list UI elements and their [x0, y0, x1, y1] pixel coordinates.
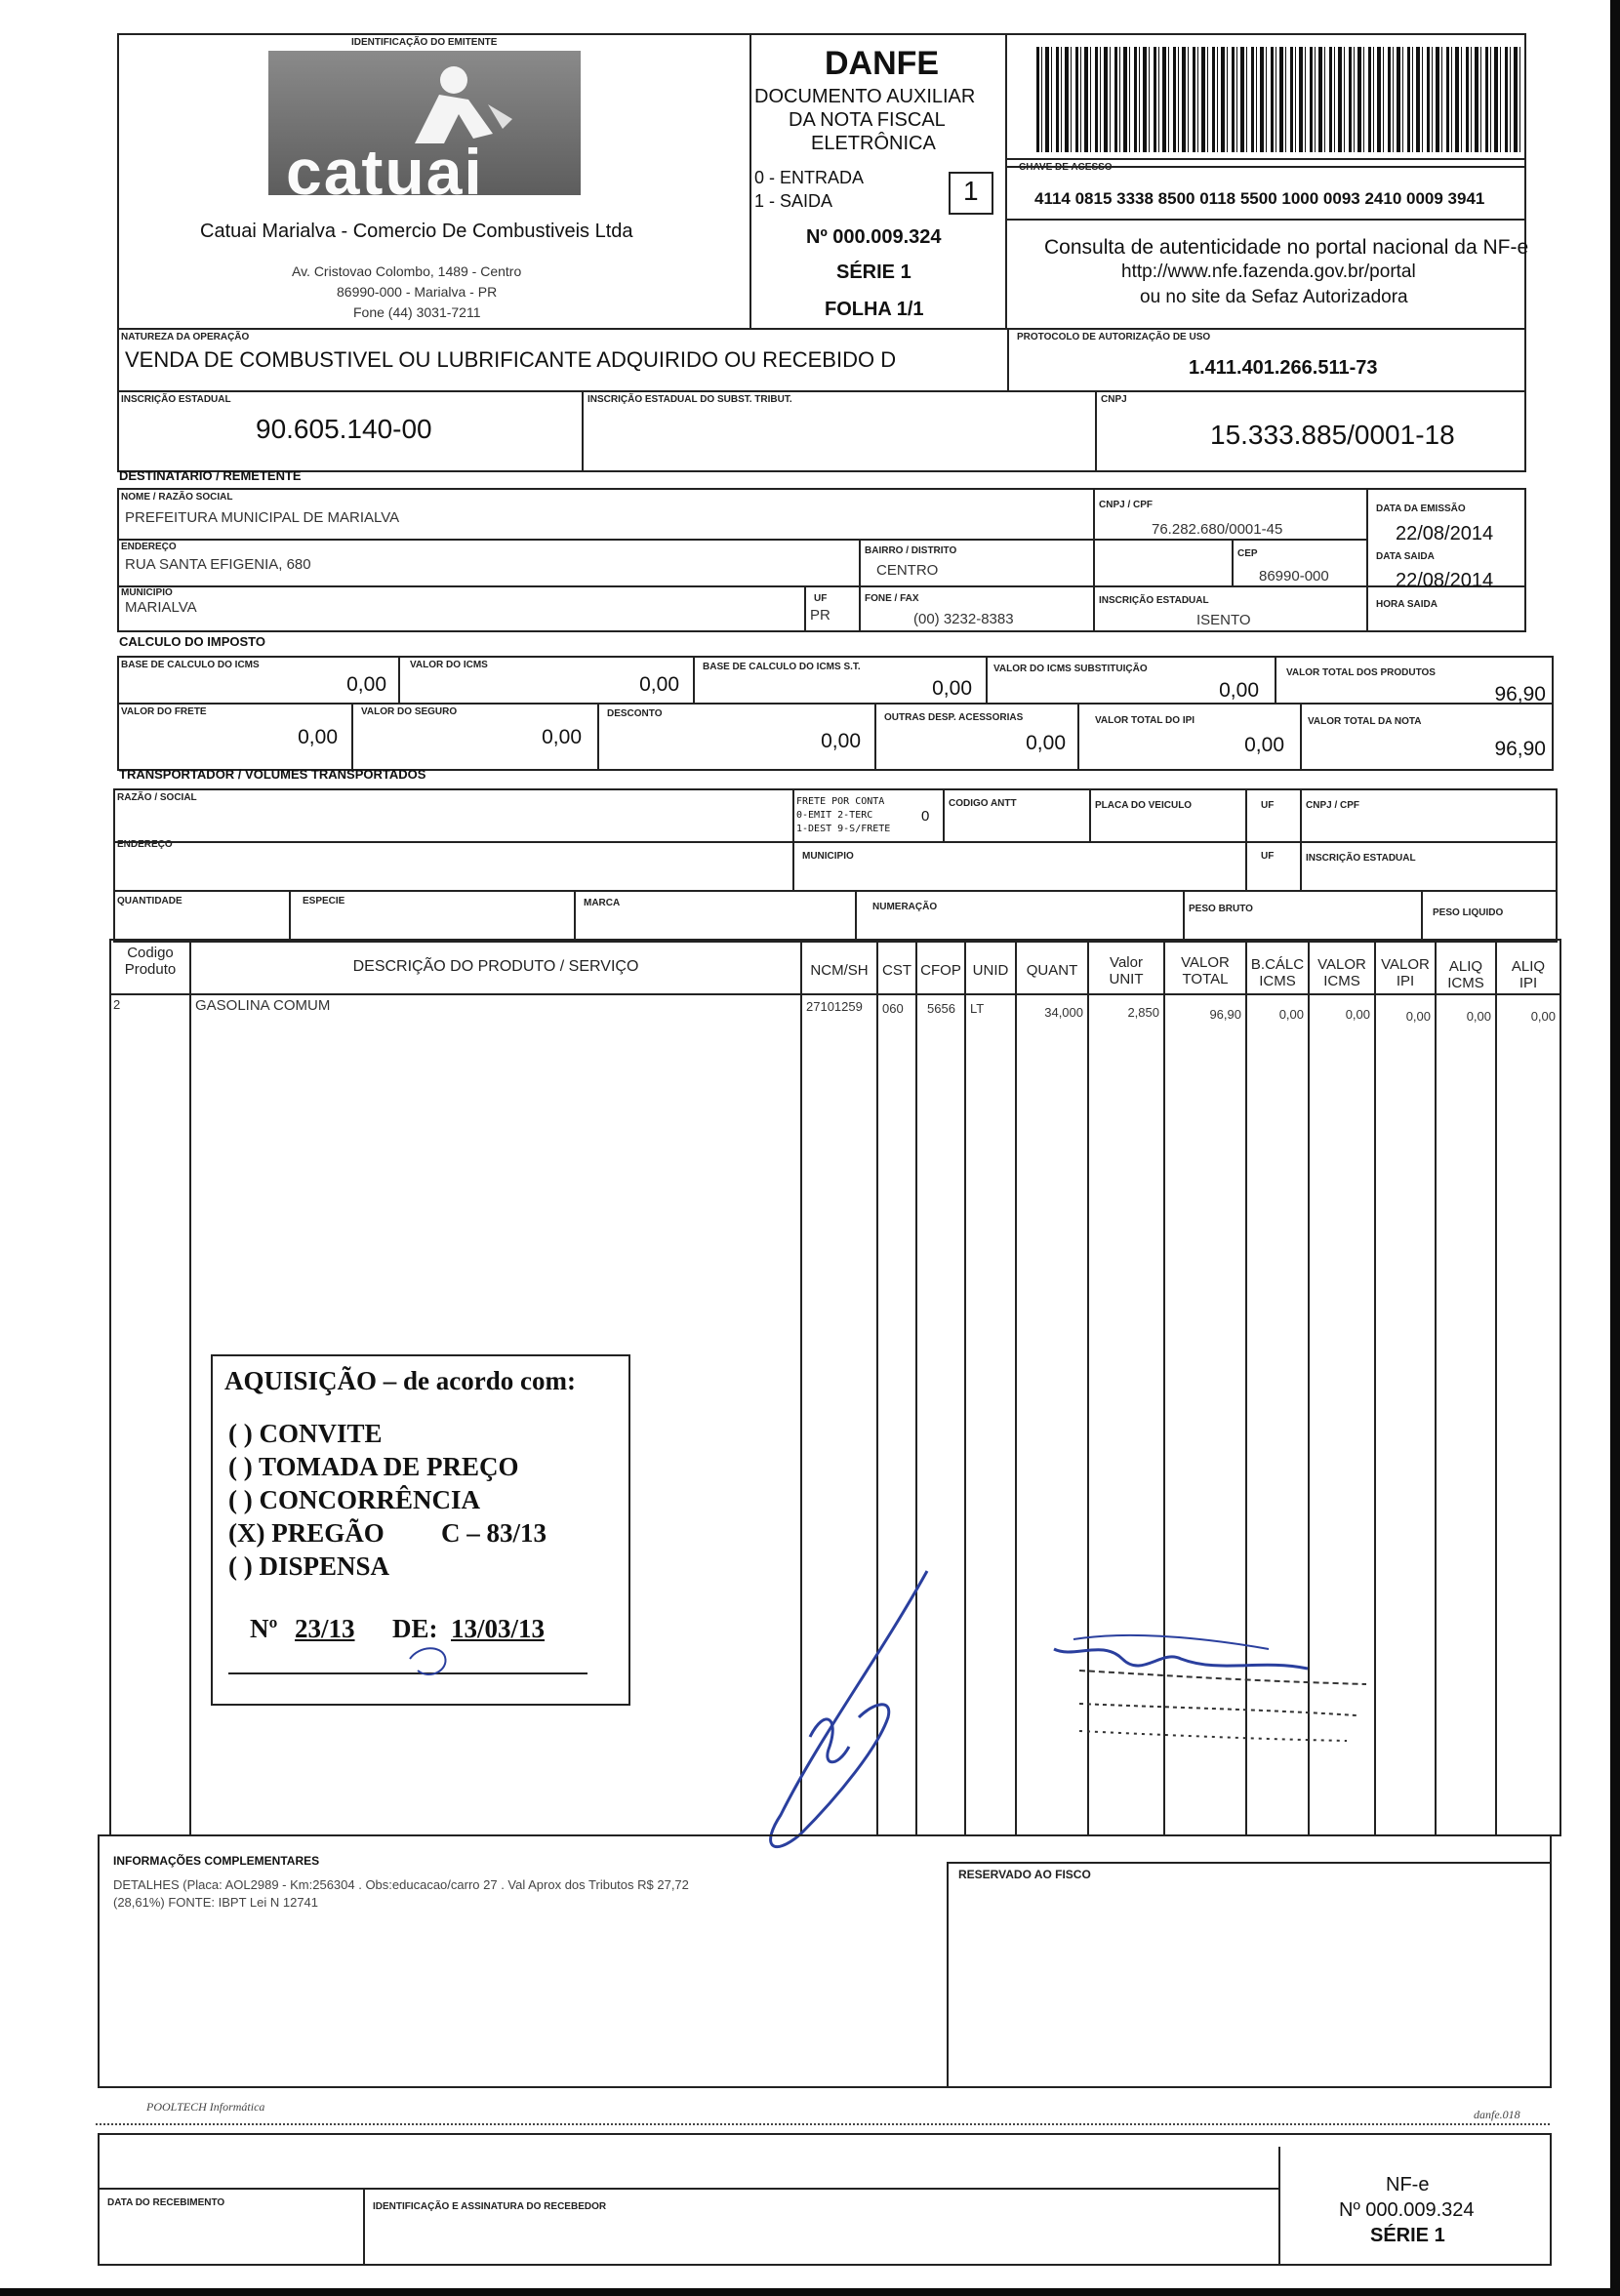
transport-ie-label: INSCRIÇÃO ESTADUAL: [1306, 853, 1416, 864]
access-key-label: CHAVE DE ACESSO: [1019, 162, 1113, 173]
nature-label: NATUREZA DA OPERAÇÃO: [121, 332, 250, 342]
tax-total-products-label: VALOR TOTAL DOS PRODUTOS: [1286, 667, 1436, 678]
transport-especie-label: ESPECIE: [303, 896, 345, 906]
tax-section: CALCULO DO IMPOSTO: [119, 634, 265, 649]
col-ncm-header: NCM/SH: [810, 962, 869, 979]
col-aicms-header: ALIQ ICMS: [1447, 958, 1484, 991]
col-vipi-header: VALOR IPI: [1381, 956, 1430, 989]
recipient-cep: 86990-000: [1259, 568, 1329, 584]
transport-cnpj-label: CNPJ / CPF: [1306, 800, 1360, 811]
emitter-phone: Fone (44) 3031-7211: [353, 304, 481, 320]
tax-base-icms-st: 0,00: [932, 677, 972, 700]
emitter-address-2: 86990-000 - Marialva - PR: [337, 284, 498, 300]
logo-text: catuai: [286, 136, 484, 208]
stamp-item-pregao: (X) PREGÃO: [228, 1518, 385, 1548]
recipient-district-label: BAIRRO / DISTRITO: [865, 545, 957, 556]
row-vicms: 0,00: [1345, 1007, 1370, 1022]
row-vunit: 2,850: [1127, 1005, 1159, 1020]
transport-numeracao-label: NUMERAÇÃO: [872, 902, 938, 912]
recipient-phone-label: FONE / FAX: [865, 593, 919, 604]
danfe-title: DANFE: [825, 45, 940, 82]
emitter-name: Catuai Marialva - Comercio De Combustiveis Ltda: [200, 221, 633, 242]
transport-uf2-label: UF: [1261, 851, 1275, 862]
tax-base-icms: 0,00: [346, 673, 386, 696]
tax-outras: 0,00: [1026, 732, 1066, 754]
row-aipi: 0,00: [1530, 1009, 1556, 1024]
form-code: danfe.018: [1474, 2108, 1520, 2121]
col-aipi-header: ALIQ IPI: [1511, 958, 1546, 991]
receipt-serie: SÉRIE 1: [1370, 2225, 1445, 2246]
danfe-serie: SÉRIE 1: [836, 262, 911, 283]
transport-peso-bruto-label: PESO BRUTO: [1189, 904, 1253, 914]
danfe-entrada: 0 - ENTRADA: [754, 168, 865, 187]
row-cfop: 5656: [927, 1001, 955, 1016]
recipient-city: MARIALVA: [125, 599, 197, 616]
col-quant-header: QUANT: [1026, 962, 1078, 979]
recipient-name: PREFEITURA MUNICIPAL DE MARIALVA: [125, 509, 400, 526]
recipient-uf-label: UF: [814, 593, 828, 604]
receipt-box: [98, 2133, 1552, 2266]
cut-line: [96, 2123, 1550, 2125]
tax-seguro: 0,00: [542, 726, 582, 748]
recipient-cnpj-label: CNPJ / CPF: [1099, 500, 1154, 510]
recipient-name-label: NOME / RAZÃO SOCIAL: [121, 492, 233, 503]
consult-line-2: http://www.nfe.fazenda.gov.br/portal: [1121, 262, 1416, 282]
tax-icms-subst-label: VALOR DO ICMS SUBSTITUIÇÃO: [993, 664, 1148, 674]
row-ncm: 27101259: [806, 999, 863, 1014]
receipt-id-label: IDENTIFICAÇÃO E ASSINATURA DO RECEBEDOR: [373, 2201, 607, 2212]
col-cst-header: CST: [882, 962, 911, 979]
recipient-cep-label: CEP: [1237, 548, 1258, 559]
protocol-label: PROTOCOLO DE AUTORIZAÇÃO DE USO: [1017, 332, 1211, 342]
emitter-section-label: IDENTIFICAÇÃO DO EMITENTE: [351, 37, 498, 48]
software-credit: POOLTECH Informática: [146, 2100, 265, 2114]
recipient-cnpj: 76.282.680/0001-45: [1152, 521, 1283, 538]
transport-frete-value: 0: [921, 808, 930, 825]
cnpj-value: 15.333.885/0001-18: [1210, 420, 1455, 450]
recipient-ie-label: INSCRIÇÃO ESTADUAL: [1099, 595, 1209, 606]
recipient-ie: ISENTO: [1196, 612, 1251, 628]
recipient-emission-label: DATA DA EMISSÃO: [1376, 504, 1466, 514]
protocol-value: 1.411.401.266.511-73: [1189, 357, 1378, 379]
consult-line-1: Consulta de autenticidade no portal nacional da NF-e: [1044, 236, 1529, 259]
row-unid: LT: [970, 1001, 985, 1016]
stamp-title: AQUISIÇÃO – de acordo com:: [224, 1366, 576, 1395]
tax-base-icms-st-label: BASE DE CALCULO DO ICMS S.T.: [703, 662, 861, 672]
stamp-item-tomada: ( ) TOMADA DE PREÇO: [228, 1452, 519, 1481]
row-cst: 060: [882, 1001, 904, 1016]
page-edge: [1610, 0, 1620, 2296]
recipient-address: RUA SANTA EFIGENIA, 680: [125, 556, 311, 573]
recipient-district: CENTRO: [876, 562, 939, 579]
ie-label: INSCRIÇÃO ESTADUAL: [121, 394, 231, 405]
recipient-exit-label: DATA SAIDA: [1376, 551, 1435, 562]
transport-marca-label: MARCA: [584, 898, 621, 908]
row-vtotal: 96,90: [1209, 1007, 1241, 1022]
tax-base-icms-label: BASE DE CALCULO DO ICMS: [121, 660, 260, 670]
tax-total-nota: 96,90: [1494, 738, 1546, 760]
recipient-emission: 22/08/2014: [1396, 523, 1494, 544]
stamp-item-dispensa: ( ) DISPENSA: [228, 1551, 390, 1581]
tax-icms-subst: 0,00: [1219, 679, 1259, 702]
nature-value: VENDA DE COMBUSTIVEL OU LUBRIFICANTE ADQUIRIDO OU RECEBIDO D: [125, 347, 897, 372]
row-aicms: 0,00: [1466, 1009, 1491, 1024]
stamp-item-concorrencia: ( ) CONCORRÊNCIA: [228, 1485, 480, 1514]
tax-frete: 0,00: [298, 726, 338, 748]
additional-box: [98, 1834, 1552, 2088]
consult-line-3: ou no site da Sefaz Autorizadora: [1140, 287, 1408, 307]
emitter-logo: [268, 51, 581, 208]
danfe-folha: FOLHA 1/1: [825, 299, 924, 320]
transport-city-label: MUNICIPIO: [802, 851, 854, 862]
col-unid-header: UNID: [972, 962, 1009, 979]
ie-st-label: INSCRIÇÃO ESTADUAL DO SUBST. TRIBUT.: [587, 394, 792, 405]
recipient-section: DESTINATARIO / REMETENTE: [119, 468, 302, 483]
transport-uf-label: UF: [1261, 800, 1275, 811]
col-cfop-header: CFOP: [920, 962, 961, 979]
tax-ipi-label: VALOR TOTAL DO IPI: [1095, 715, 1195, 726]
recipient-city-label: MUNICIPIO: [121, 587, 173, 598]
tax-outras-label: OUTRAS DESP. ACESSORIAS: [884, 712, 1024, 723]
col-bcicms-header: B.CÁLC ICMS: [1250, 956, 1305, 989]
receipt-nfe: NF-e: [1386, 2174, 1430, 2195]
col-vunit-header: Valor UNIT: [1109, 954, 1144, 987]
row-bcicms: 0,00: [1278, 1007, 1304, 1022]
stamp-number-prefix: Nº: [250, 1614, 278, 1643]
additional-line-2: (28,61%) FONTE: IBPT Lei N 12741: [113, 1895, 319, 1910]
transport-frete-3: 1-DEST 9-S/FRETE: [796, 824, 891, 834]
cnpj-label: CNPJ: [1101, 394, 1127, 405]
danfe-type-value: 1: [963, 176, 979, 206]
tax-desconto: 0,00: [821, 730, 861, 752]
tax-total-nota-label: VALOR TOTAL DA NOTA: [1308, 716, 1422, 727]
transport-section: TRANSPORTADOR / VOLUMES TRANSPORTADOS: [119, 767, 426, 782]
transport-peso-liquido-label: PESO LIQUIDO: [1433, 907, 1504, 918]
danfe-subtitle-1: DOCUMENTO AUXILIAR: [754, 86, 976, 107]
tax-frete-label: VALOR DO FRETE: [121, 706, 207, 717]
page-bottom-edge: [0, 2288, 1620, 2296]
transport-address-label: ENDEREÇO: [117, 839, 173, 850]
danfe-number: Nº 000.009.324: [806, 226, 942, 248]
danfe-subtitle-2: DA NOTA FISCAL: [789, 109, 946, 131]
transport-antt-label: CODIGO ANTT: [949, 798, 1017, 809]
additional-section: INFORMAÇÕES COMPLEMENTARES: [113, 1854, 320, 1868]
reserved-label: RESERVADO AO FISCO: [958, 1868, 1091, 1881]
danfe-subtitle-3: ELETRÔNICA: [811, 133, 936, 154]
tax-icms: 0,00: [639, 673, 679, 696]
col-vicms-header: VALOR ICMS: [1317, 956, 1366, 989]
stamp-date: 13/03/13: [451, 1614, 546, 1643]
transport-frete-2: 0-EMIT 2-TERC: [796, 810, 873, 821]
danfe-saida: 1 - SAIDA: [754, 191, 833, 211]
tax-icms-label: VALOR DO ICMS: [410, 660, 488, 670]
transport-razao-label: RAZÃO / SOCIAL: [117, 792, 197, 803]
additional-line-1: DETALHES (Placa: AOL2989 - Km:256304 . Obs:educacao/carro 27 . Val Aprox dos Tributos R$ 27,72: [113, 1877, 689, 1892]
recipient-uf: PR: [810, 607, 830, 624]
stamp-item-convite: ( ) CONVITE: [228, 1419, 383, 1448]
stamp-number: 23/13: [295, 1614, 355, 1643]
stamp-date-prefix: DE:: [392, 1614, 438, 1643]
transport-placa-label: PLACA DO VEICULO: [1095, 800, 1193, 811]
receipt-number: Nº 000.009.324: [1339, 2199, 1475, 2221]
transport-qty-label: QUANTIDADE: [117, 896, 182, 906]
acquisition-stamp: [211, 1354, 630, 1706]
recipient-hour-label: HORA SAIDA: [1376, 599, 1438, 610]
row-vipi: 0,00: [1405, 1009, 1431, 1024]
row-desc: GASOLINA COMUM: [195, 997, 331, 1014]
receipt-date-label: DATA DO RECEBIMENTO: [107, 2197, 225, 2208]
col-vtotal-header: VALOR TOTAL: [1181, 954, 1230, 987]
col-desc-header: DESCRIÇÃO DO PRODUTO / SERVIÇO: [352, 958, 639, 975]
barcode: [1036, 47, 1524, 152]
recipient-phone: (00) 3232-8383: [913, 611, 1014, 627]
tax-total-products: 96,90: [1494, 683, 1546, 705]
stamp-pregao-ref: C – 83/13: [441, 1518, 547, 1548]
ie-value: 90.605.140-00: [256, 414, 432, 444]
access-key: 4114 0815 3338 8500 0118 5500 1000 0093 2410 0009 3941: [1034, 189, 1485, 208]
row-quant: 34,000: [1044, 1005, 1083, 1020]
row-code: 2: [113, 997, 121, 1012]
tax-desconto-label: DESCONTO: [607, 708, 663, 719]
transport-frete-1: FRETE POR CONTA: [796, 796, 885, 807]
recipient-exit: 22/08/2014: [1396, 570, 1494, 591]
recipient-address-label: ENDEREÇO: [121, 542, 177, 552]
emitter-address-1: Av. Cristovao Colombo, 1489 - Centro: [292, 263, 522, 279]
col-code-header: Codigo Produto: [124, 945, 177, 978]
tax-ipi: 0,00: [1244, 734, 1284, 756]
tax-seguro-label: VALOR DO SEGURO: [361, 706, 458, 717]
